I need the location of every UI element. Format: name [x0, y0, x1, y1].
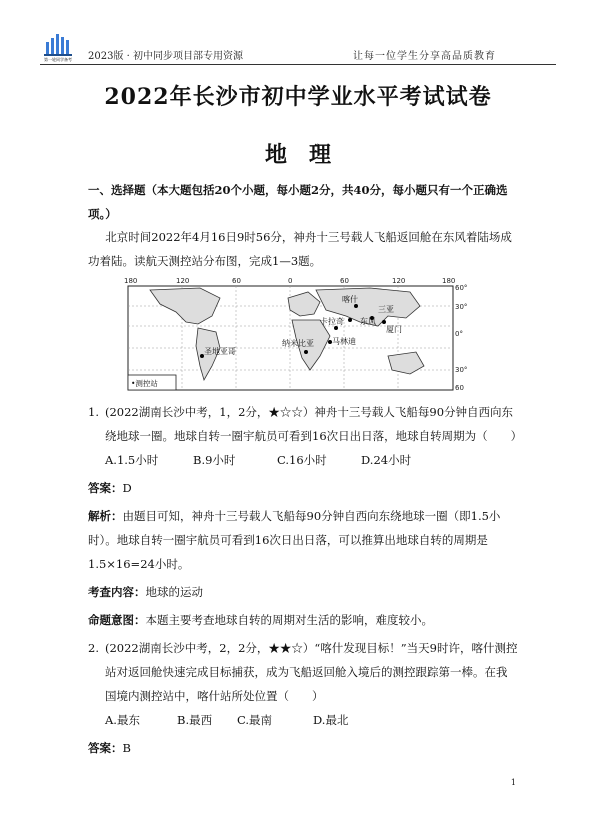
option-a[interactable]: A.最东 [105, 713, 140, 727]
question-number: 2. [88, 641, 99, 655]
question-options [88, 448, 518, 472]
subject-title: 地理 [264, 142, 353, 168]
intro-paragraph: 北京时间2022年4月16日9时56分，神舟十三号载人飞船返回舱在东风着陆场成功着陆。读航天测控站分布图，完成1—3题。 [88, 230, 512, 268]
tracking-station-map [120, 276, 468, 392]
intent-text: 本题主要考查地球自转的周期对生活的影响，难度较小。 [145, 613, 433, 627]
page-number: 1 [510, 778, 516, 787]
option-d[interactable]: D.最北 [313, 713, 349, 727]
question-stem-row [88, 400, 523, 448]
option-c[interactable]: C.16小时 [277, 453, 327, 467]
map-right-label: 0° [455, 330, 463, 338]
header-rule [40, 64, 556, 65]
option-a[interactable]: A.1.5小时 [105, 453, 159, 467]
option-c[interactable]: C.最南 [237, 713, 273, 727]
map-top-label: 60 [232, 277, 241, 285]
header-right-text: 让每一位学生分享高品质教育 [353, 51, 496, 62]
map-right-label: 60° [455, 284, 468, 292]
analysis-paragraph [88, 504, 518, 576]
section-heading-desc: （本大题包括20个小题，每小题2分，共40分，每小题只有一个正确选项。） [88, 183, 508, 221]
map-top-label: 180 [124, 277, 138, 285]
header-left-text: 2023版 · 初中同步项目部专用资源 [88, 51, 243, 62]
content-line [88, 580, 518, 604]
map-top-label: 120 [176, 277, 190, 285]
map-top-label: 0 [288, 277, 293, 285]
answer-value: D [122, 481, 132, 495]
question-2-options [88, 708, 518, 732]
page-title: 2022年长沙市初中学业水平考试试卷 [104, 84, 492, 110]
answer-line [88, 736, 518, 760]
intent-line [88, 608, 518, 632]
content-text: 地球的运动 [145, 585, 203, 599]
analysis-text: 由题目可知，神舟十三号载人飞船每90分钟自西向东绕地球一圈（即1.5小时）。地球自转一圈宇航员可看到16次日出日落，可以推算出地球自转的周期是1.5×16=24小时。 [88, 509, 501, 571]
map-place-label: 马林迪 [332, 337, 356, 346]
question-stem: (2022湖南长沙中考，1，2分，★☆☆）神舟十三号载人飞船每90分钟自西向东绕地球一圈。地球自转一圈宇航员可看到16次日出日落，地球自转周期为（ ） [105, 405, 523, 443]
option-b[interactable]: B.9小时 [193, 453, 236, 467]
map-top-label: 120 [392, 277, 406, 285]
logo-caption: 第一轮同学备考 [44, 57, 72, 62]
logo [40, 28, 76, 64]
map-right-label: 30° [455, 303, 468, 311]
map-place-label: 厦门 [386, 325, 402, 334]
map-right-label: 30° [455, 366, 468, 374]
question-number: 1. [88, 405, 99, 419]
map-right-label: 60 [455, 384, 464, 392]
map-place-label: 圣地亚哥 [204, 347, 236, 356]
question-stem: (2022湖南长沙中考，2，2分，★★☆）“喀什发现目标！”当天9时许，喀什测控站对返回舱快速完成目标捕获，成为飞船返回舱入境后的测控跟踪第一棒。在我国境内测控站中，喀什站所处位置（ ） [105, 641, 518, 703]
map-place-label: 东风 [360, 317, 376, 326]
section-heading [88, 178, 518, 226]
option-d[interactable]: D.24小时 [361, 453, 412, 467]
option-b[interactable]: B.最西 [177, 713, 213, 727]
analysis-label: 解析： [88, 509, 123, 523]
question-2-stem-row [88, 636, 518, 708]
content-label: 考查内容： [88, 585, 146, 599]
question-1 [88, 400, 523, 760]
map-place-label: 三亚 [378, 305, 394, 314]
map-place-label: 卡拉奇 [320, 317, 344, 326]
answer-label: 答案： [88, 481, 123, 495]
map-place-label: 纳米比亚 [282, 339, 314, 348]
answer-label: 答案： [88, 741, 123, 755]
map-place-label: 喀什 [342, 295, 358, 304]
intent-label: 命题意图： [88, 613, 146, 627]
map-legend: •测控站 [131, 379, 158, 388]
map-top-label: 60 [340, 277, 349, 285]
answer-value: B [122, 741, 131, 755]
map-top-label: 180 [442, 277, 456, 285]
section-heading-label: 一、选择题 [88, 183, 146, 197]
answer-line [88, 476, 518, 500]
